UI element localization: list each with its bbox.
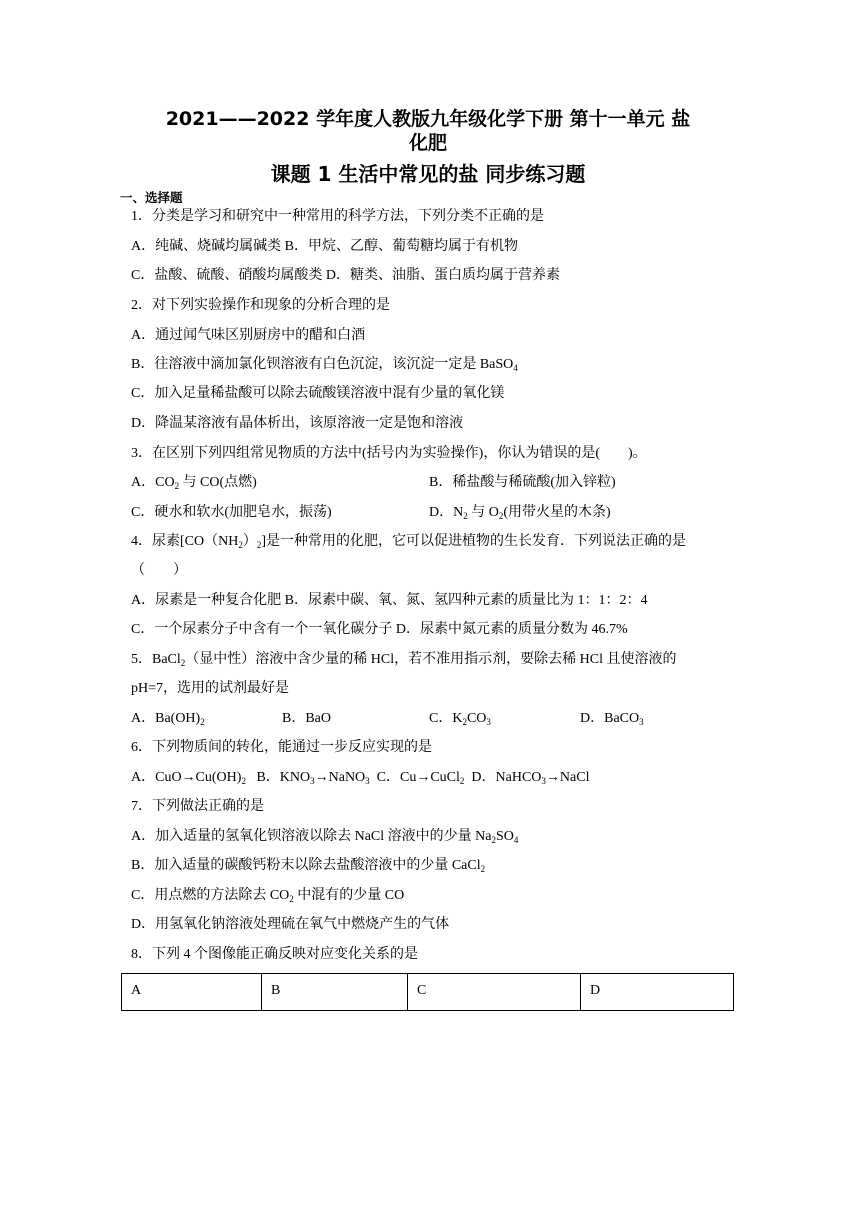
subscript: 3 bbox=[639, 717, 644, 727]
question-6-stem: 6．下列物质间的转化，能通过一步反应实现的是 bbox=[131, 740, 432, 755]
table-cell-b: B bbox=[262, 974, 408, 1010]
option-text: 中混有的少量 CO bbox=[293, 888, 405, 903]
question-2-option-c: C．加入足量稀盐酸可以除去硫酸镁溶液中混有少量的氧化镁 bbox=[131, 386, 505, 401]
option-a bbox=[131, 709, 205, 729]
question-2-option-a: A．通过闻气味区别厨房中的醋和白酒 bbox=[131, 328, 366, 343]
option-text: C．Cu→CuCl bbox=[369, 770, 460, 785]
question-3-options-ab bbox=[131, 473, 616, 493]
question-5-stem-2: pH=7，选用的试剂最好是 bbox=[131, 681, 290, 696]
option-text: D．N bbox=[429, 505, 464, 520]
section-heading: 一、选择题 bbox=[120, 190, 183, 205]
subscript: 2 bbox=[491, 835, 496, 845]
question-4-stem bbox=[131, 532, 686, 552]
subscript: 3 bbox=[365, 776, 370, 786]
subscript: 3 bbox=[541, 776, 546, 786]
subscript: 3 bbox=[310, 776, 315, 786]
question-2-stem: 2．对下列实验操作和现象的分析合理的是 bbox=[131, 298, 390, 313]
table-cell-c: C bbox=[408, 974, 581, 1010]
option-text: D．BaCO bbox=[580, 711, 640, 726]
option-text: A．CO bbox=[131, 475, 175, 490]
question-7-option-c bbox=[131, 886, 404, 906]
option-text: B．KNO bbox=[245, 770, 311, 785]
subscript: 2 bbox=[200, 717, 205, 727]
option-text: C．用点燃的方法除去 CO bbox=[131, 888, 290, 903]
option-text: B．加入适量的碳酸钙粉末以除去盐酸溶液中的少量 CaCl bbox=[131, 858, 481, 873]
title-line-2: 化肥 bbox=[408, 132, 447, 154]
option-c: C．硬水和软水(加肥皂水，振荡) bbox=[131, 505, 332, 520]
question-3-options-cd bbox=[131, 503, 611, 523]
question-5-stem bbox=[131, 650, 676, 670]
stem-text: 5．BaCl bbox=[131, 652, 181, 667]
subscript: 2 bbox=[241, 776, 246, 786]
option-text: C．K bbox=[429, 711, 463, 726]
subscript: 4 bbox=[513, 835, 519, 845]
option-d bbox=[429, 503, 611, 523]
title-line-1: 2021——2022 学年度人教版九年级化学下册 第十一单元 盐 bbox=[165, 108, 691, 130]
subscript: 3 bbox=[486, 717, 491, 727]
question-8-stem: 8．下列 4 个图像能正确反映对应变化关系的是 bbox=[131, 947, 418, 962]
question-1-options-ab: A．纯碱、烧碱均属碱类 B．甲烷、乙醇、葡萄糖均属于有机物 bbox=[131, 239, 518, 254]
subscript: 2 bbox=[174, 481, 180, 491]
question-2-option-d: D．降温某溶液有晶体析出，该原溶液一定是饱和溶液 bbox=[131, 416, 464, 431]
option-text: A．Ba(OH) bbox=[131, 711, 201, 726]
option-text: SO bbox=[496, 829, 514, 844]
option-text: →NaNO bbox=[314, 770, 366, 785]
option-b: B．BaO bbox=[282, 711, 331, 726]
subscript: 2 bbox=[238, 540, 243, 550]
lesson-title: 课题 1 生活中常见的盐 同步练习题 bbox=[270, 162, 586, 186]
option-text: (用带火星的木条) bbox=[503, 505, 611, 520]
option-text: A．CuO→Cu(OH) bbox=[131, 770, 242, 785]
question-7-stem: 7．下列做法正确的是 bbox=[131, 799, 264, 814]
question-3-stem: 3．在区别下列四组常见物质的方法中(括号内为实验操作)，你认为错误的是( )。 bbox=[131, 446, 647, 461]
question-1-stem: 1．分类是学习和研究中一种常用的科学方法，下列分类不正确的是 bbox=[131, 209, 544, 224]
question-7-option-d: D．用氢氧化钠溶液处理硫在氧气中燃烧产生的气体 bbox=[131, 917, 450, 932]
subscript: 2 bbox=[459, 776, 465, 786]
option-text: 与 CO(点燃) bbox=[179, 475, 257, 490]
option-d bbox=[580, 709, 644, 729]
option-text: CO bbox=[466, 711, 487, 726]
subscript: 2 bbox=[289, 894, 294, 904]
question-4-options-ab: A．尿素是一种复合化肥 B．尿素中碳、氧、氮、氢四种元素的质量比为 1：1：2：4 bbox=[131, 593, 648, 608]
option-text: D．NaHCO bbox=[464, 770, 542, 785]
subscript: 2 bbox=[462, 717, 467, 727]
option-a bbox=[131, 475, 257, 490]
question-7-option-a bbox=[131, 827, 518, 847]
question-4-answer-paren: （ ） bbox=[131, 563, 187, 578]
option-text: A．加入适量的氢氧化钡溶液以除去 NaCl 溶液中的少量 Na bbox=[131, 829, 492, 844]
stem-text: ） bbox=[242, 534, 257, 549]
subscript: 2 bbox=[463, 511, 468, 521]
option-b: B．稀盐酸与稀硫酸(加入锌粒) bbox=[429, 475, 616, 490]
question-8-graph-table bbox=[121, 973, 734, 1011]
table-cell-a: A bbox=[122, 974, 262, 1010]
question-2-option-b bbox=[131, 355, 518, 375]
question-6-options bbox=[131, 768, 589, 788]
subscript: 2 bbox=[180, 658, 186, 668]
question-1-options-cd: C．盐酸、硫酸、硝酸均属酸类 D．糖类、油脂、蛋白质均属于营养素 bbox=[131, 268, 560, 283]
subscript: 2 bbox=[498, 511, 504, 521]
option-c bbox=[429, 709, 491, 729]
stem-text: ]是一种常用的化肥，它可以促进植物的生长发育．下列说法正确的是 bbox=[261, 534, 687, 549]
option-text: B．往溶液中滴加氯化钡溶液有白色沉淀，该沉淀一定是 BaSO bbox=[131, 357, 514, 372]
table-cell-d: D bbox=[590, 983, 601, 998]
subscript: 2 bbox=[256, 540, 262, 550]
subscript: 4 bbox=[513, 363, 518, 373]
question-4-options-cd: C．一个尿素分子中含有一个一氧化碳分子 D．尿素中氮元素的质量分数为 46.7% bbox=[131, 622, 628, 637]
subscript: 2 bbox=[480, 864, 486, 874]
stem-text: （显中性）溶液中含少量的稀 HCl，若不准用指示剂，要除去稀 HCl 且使溶液的 bbox=[185, 652, 677, 667]
question-7-option-b bbox=[131, 856, 485, 876]
stem-text: 4．尿素[CO（NH bbox=[131, 534, 239, 549]
option-text: 与 O bbox=[467, 505, 499, 520]
option-text: →NaCl bbox=[545, 770, 590, 785]
